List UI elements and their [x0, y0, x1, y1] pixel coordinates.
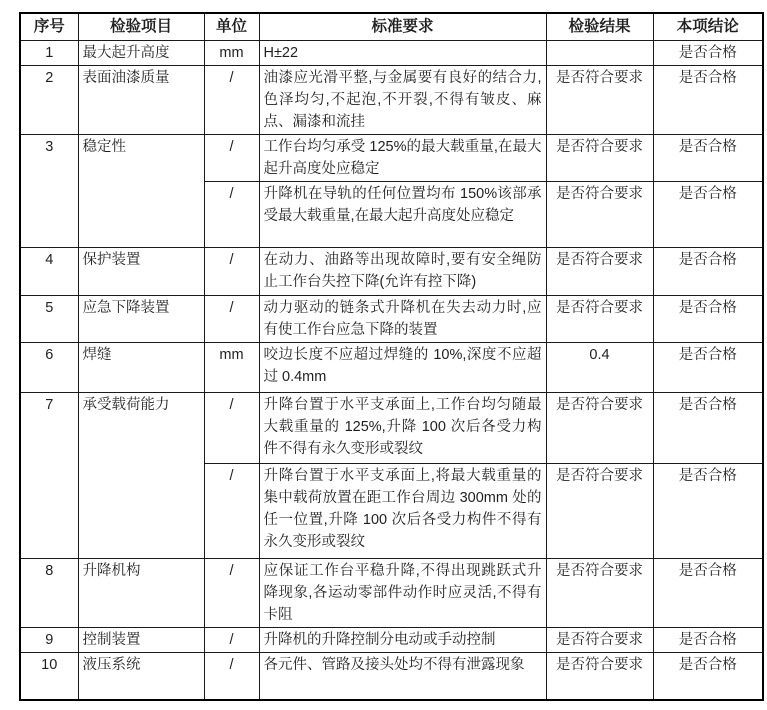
cell-conclusion: 是否合格 — [653, 343, 763, 393]
cell-no: 7 — [20, 393, 78, 559]
cell-unit: / — [204, 248, 259, 296]
cell-standard: 油漆应光滑平整,与金属要有良好的结合力,色泽均匀,不起泡,不开裂,不得有皱皮、麻点、漏漆和流挂 — [259, 66, 546, 135]
table-row — [20, 628, 763, 653]
table-row — [20, 41, 763, 66]
cell-result: 是否符合要求 — [546, 464, 653, 559]
cell-result: 是否符合要求 — [546, 393, 653, 464]
cell-conclusion: 是否合格 — [653, 248, 763, 296]
cell-conclusion: 是否合格 — [653, 182, 763, 248]
cell-conclusion: 是否合格 — [653, 135, 763, 182]
table-row — [20, 296, 763, 343]
cell-conclusion: 是否合格 — [653, 41, 763, 66]
cell-unit: / — [204, 182, 259, 248]
cell-result: 是否符合要求 — [546, 66, 653, 135]
col-header-result: 检验结果 — [546, 13, 653, 41]
cell-unit: mm — [204, 343, 259, 393]
table-row — [20, 559, 763, 628]
cell-conclusion: 是否合格 — [653, 653, 763, 700]
col-header-standard: 标准要求 — [259, 13, 546, 41]
cell-unit: / — [204, 628, 259, 653]
cell-standard: 升降机的升降控制分电动或手动控制 — [259, 628, 546, 653]
cell-unit: / — [204, 393, 259, 464]
cell-result: 是否符合要求 — [546, 628, 653, 653]
cell-conclusion: 是否合格 — [653, 393, 763, 464]
cell-result: 是否符合要求 — [546, 135, 653, 182]
cell-standard: 升降机在导轨的任何位置均布 150%该部承受最大载重量,在最大起升高度处应稳定 — [259, 182, 546, 248]
cell-standard: 在动力、油路等出现故障时,要有安全绳防止工作台失控下降(允许有控下降) — [259, 248, 546, 296]
cell-item: 控制装置 — [78, 628, 204, 653]
cell-item: 最大起升高度 — [78, 41, 204, 66]
header-row — [20, 13, 763, 41]
cell-no: 9 — [20, 628, 78, 653]
cell-item: 升降机构 — [78, 559, 204, 628]
cell-standard: 工作台均匀承受 125%的最大载重量,在最大起升高度处应稳定 — [259, 135, 546, 182]
cell-conclusion: 是否合格 — [653, 66, 763, 135]
cell-no: 1 — [20, 41, 78, 66]
cell-result: 是否符合要求 — [546, 182, 653, 248]
col-header-unit: 单位 — [204, 13, 259, 41]
cell-unit: / — [204, 464, 259, 559]
cell-unit: / — [204, 296, 259, 343]
col-header-item: 检验项目 — [78, 13, 204, 41]
cell-standard: 升降台置于水平支承面上,将最大载重量的集中载荷放置在距工作台周边 300mm 处的任一位置,升降 100 次后各受力构件不得有永久变形或裂纹 — [259, 464, 546, 559]
cell-result: 是否符合要求 — [546, 559, 653, 628]
table-row — [20, 393, 763, 464]
cell-no: 6 — [20, 343, 78, 393]
cell-item: 保护装置 — [78, 248, 204, 296]
cell-conclusion: 是否合格 — [653, 464, 763, 559]
cell-result: 是否符合要求 — [546, 248, 653, 296]
cell-no: 4 — [20, 248, 78, 296]
cell-conclusion: 是否合格 — [653, 559, 763, 628]
col-header-conclusion: 本项结论 — [653, 13, 763, 41]
cell-standard: 升降台置于水平支承面上,工作台均匀随最大载重量的 125%,升降 100 次后各受力构件不得有永久变形或裂纹 — [259, 393, 546, 464]
cell-item: 表面油漆质量 — [78, 66, 204, 135]
cell-no: 2 — [20, 66, 78, 135]
cell-no: 8 — [20, 559, 78, 628]
cell-standard: 应保证工作台平稳升降,不得出现跳跃式升降现象,各运动零部件动作时应灵活,不得有卡阻 — [259, 559, 546, 628]
cell-conclusion: 是否合格 — [653, 628, 763, 653]
col-header-no: 序号 — [20, 13, 78, 41]
cell-no: 3 — [20, 135, 78, 248]
cell-item: 承受载荷能力 — [78, 393, 204, 559]
cell-item: 应急下降装置 — [78, 296, 204, 343]
cell-result: 是否符合要求 — [546, 296, 653, 343]
table-row — [20, 343, 763, 393]
cell-item: 液压系统 — [78, 653, 204, 700]
cell-standard: 咬边长度不应超过焊缝的 10%,深度不应超过 0.4mm — [259, 343, 546, 393]
inspection-table — [19, 12, 764, 701]
cell-unit: / — [204, 559, 259, 628]
cell-no: 10 — [20, 653, 78, 700]
cell-unit: / — [204, 135, 259, 182]
table-row — [20, 248, 763, 296]
table-row — [20, 653, 763, 700]
cell-result: 是否符合要求 — [546, 653, 653, 700]
cell-unit: mm — [204, 41, 259, 66]
cell-item: 焊缝 — [78, 343, 204, 393]
cell-result — [546, 41, 653, 66]
cell-conclusion: 是否合格 — [653, 296, 763, 343]
cell-item: 稳定性 — [78, 135, 204, 248]
table-row — [20, 135, 763, 182]
cell-result: 0.4 — [546, 343, 653, 393]
cell-unit: / — [204, 653, 259, 700]
cell-standard: 动力驱动的链条式升降机在失去动力时,应有使工作台应急下降的装置 — [259, 296, 546, 343]
cell-standard: 各元件、管路及接头处均不得有泄露现象 — [259, 653, 546, 700]
cell-unit: / — [204, 66, 259, 135]
cell-standard: H±22 — [259, 41, 546, 66]
table-row — [20, 66, 763, 135]
cell-no: 5 — [20, 296, 78, 343]
